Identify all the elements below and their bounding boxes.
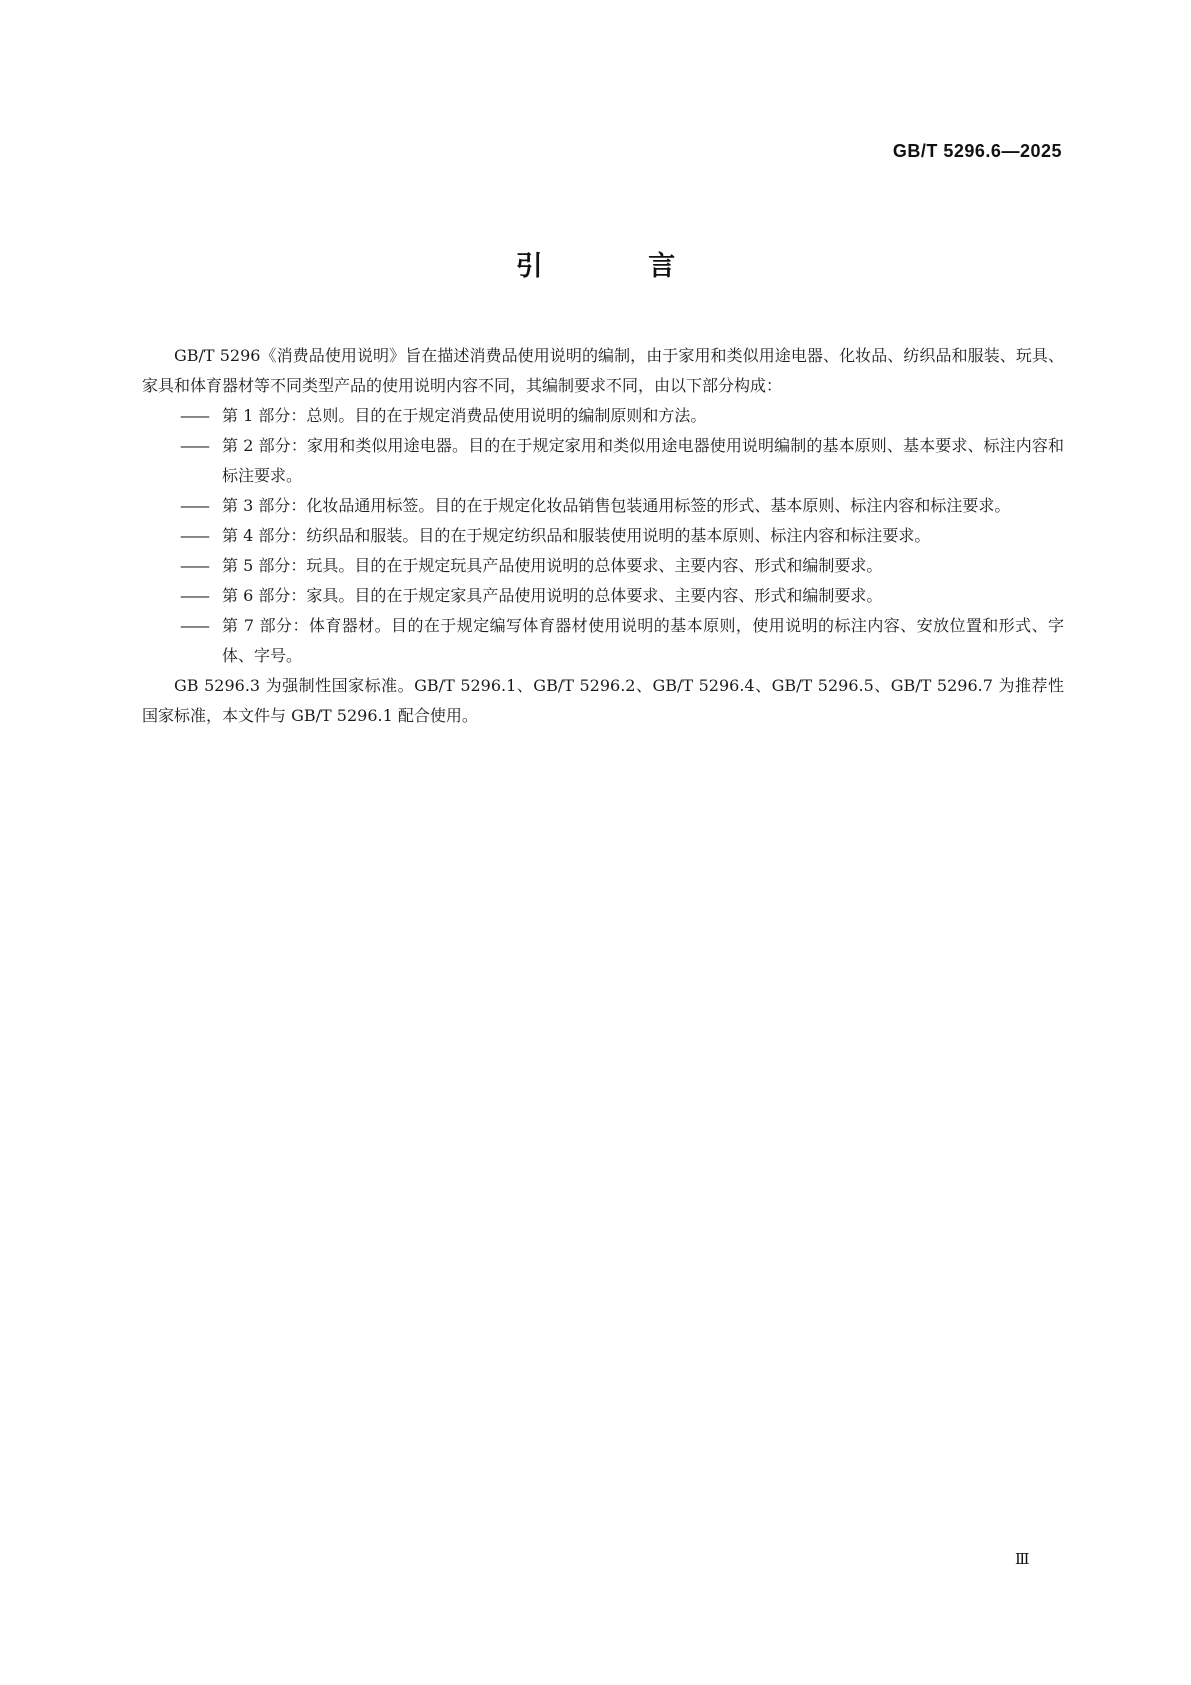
dash-marker: ——: [180, 556, 208, 575]
dash-marker: ——: [180, 496, 208, 515]
list-item: [142, 401, 1064, 431]
parts-list: [142, 401, 1064, 671]
dash-marker: ——: [180, 586, 208, 605]
dash-marker: ——: [180, 436, 208, 455]
list-item-text: 第 1 部分：总则。目的在于规定消费品使用说明的编制原则和方法。: [222, 406, 707, 425]
closing-paragraph: GB 5296.3 为强制性国家标准。GB/T 5296.1、GB/T 5296.2、GB/T 5296.4、GB/T 5296.5、GB/T 5296.7 为推荐性国家标准，本文件与 GB/T 5296.1 配合使用。: [142, 676, 1064, 725]
list-item-text: 第 5 部分：玩具。目的在于规定玩具产品使用说明的总体要求、主要内容、形式和编制要求。: [222, 556, 883, 575]
dash-marker: ——: [180, 616, 208, 635]
list-item-text: 第 7 部分：体育器材。目的在于规定编写体育器材使用说明的基本原则，使用说明的标注内容、安放位置和形式、字体、字号。: [222, 616, 1064, 665]
page-title: 引 言: [515, 251, 724, 282]
list-item: [142, 581, 1064, 611]
list-item: [142, 491, 1064, 521]
list-item: [142, 551, 1064, 581]
document-body: [142, 341, 1064, 731]
intro-paragraph: GB/T 5296《消费品使用说明》旨在描述消费品使用说明的编制，由于家用和类似用途电器、化妆品、纺织品和服装、玩具、家具和体育器材等不同类型产品的使用说明内容不同，其编制要求不同，由以下部分构成：: [142, 346, 1064, 395]
dash-marker: ——: [180, 526, 208, 545]
standard-code: GB/T 5296.6—2025: [892, 141, 1062, 161]
list-item-text: 第 3 部分：化妆品通用标签。目的在于规定化妆品销售包装通用标签的形式、基本原则、标注内容和标注要求。: [222, 496, 1011, 515]
list-item-text: 第 2 部分：家用和类似用途电器。目的在于规定家用和类似用途电器使用说明编制的基本原则、基本要求、标注内容和标注要求。: [222, 436, 1064, 485]
list-item: [142, 611, 1064, 671]
list-item-text: 第 6 部分：家具。目的在于规定家具产品使用说明的总体要求、主要内容、形式和编制要求。: [222, 586, 883, 605]
dash-marker: ——: [180, 406, 208, 425]
list-item-text: 第 4 部分：纺织品和服装。目的在于规定纺织品和服装使用说明的基本原则、标注内容和标注要求。: [222, 526, 931, 545]
list-item: [142, 431, 1064, 491]
list-item: [142, 521, 1064, 551]
page-number: Ⅲ: [1015, 1550, 1030, 1568]
